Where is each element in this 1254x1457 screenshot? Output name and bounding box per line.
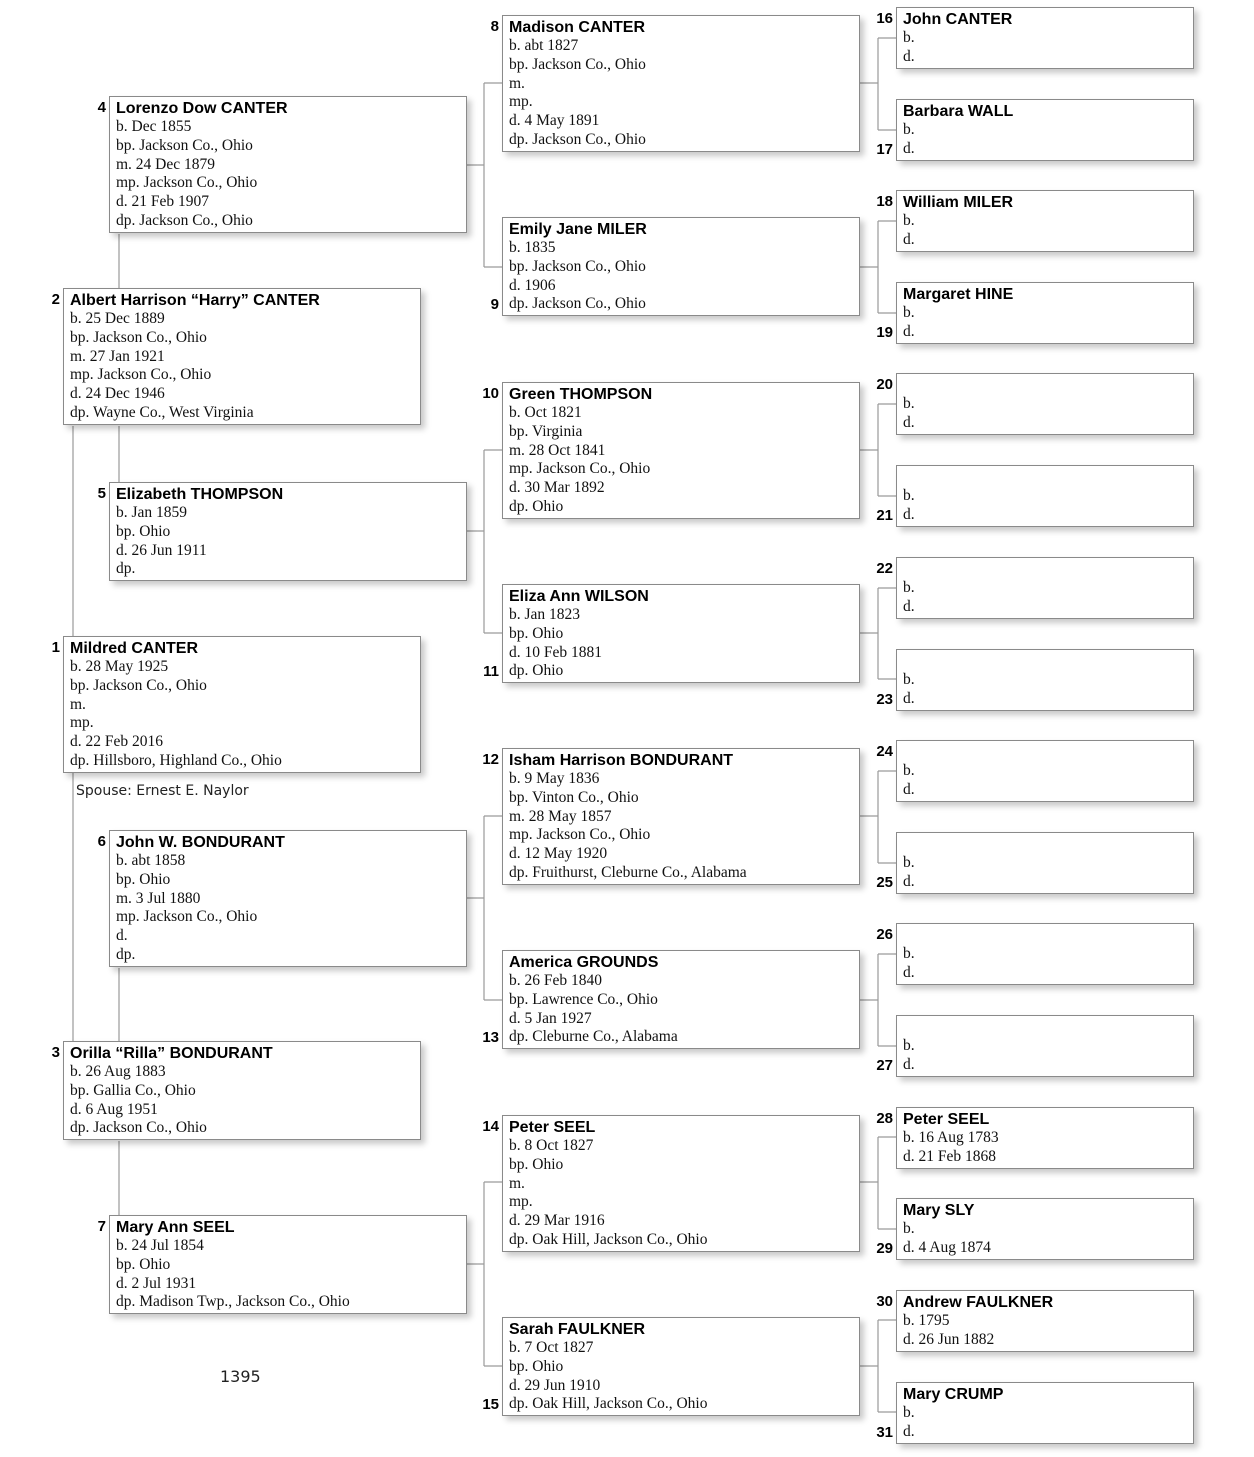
fact-line: d.: [903, 505, 915, 523]
fact-line: bp. Lawrence Co., Ohio: [509, 990, 658, 1008]
fact-line: b.: [903, 671, 915, 688]
person-facts: [903, 212, 1187, 250]
person-facts: [903, 945, 1187, 983]
fact-line: d. 24 Dec 1946: [70, 385, 165, 403]
fact-line: bp. Ohio: [116, 870, 171, 888]
fact-line: bp. Jackson Co., Ohio: [116, 136, 253, 154]
ahnentafel-number: 13: [482, 1029, 499, 1046]
person-facts: [903, 395, 1187, 433]
person-facts: [903, 121, 1187, 159]
fact-line: b. 26 Feb 1840: [509, 972, 602, 989]
fact-line: d. 2 Jul 1931: [116, 1274, 197, 1292]
person-facts: [903, 854, 1187, 892]
ahnentafel-number: 10: [482, 385, 499, 402]
person-facts: [70, 1063, 414, 1138]
person-box-2: [63, 288, 421, 425]
person-box-10: [502, 382, 860, 519]
fact-line: b. Jan 1823: [509, 606, 581, 623]
fact-line: b. 9 May 1836: [509, 770, 600, 787]
fact-line: d. 5 Jan 1927: [509, 1009, 592, 1027]
fact-line: bp. Ohio: [116, 522, 171, 540]
fact-line: dp. Wayne Co., West Virginia: [70, 403, 254, 421]
person-name: Elizabeth THOMPSON: [116, 486, 284, 503]
person-box-13: [502, 950, 860, 1049]
ahnentafel-number: 27: [876, 1057, 893, 1074]
ahnentafel-number: 30: [876, 1293, 893, 1310]
person-box-19: [896, 282, 1194, 344]
fact-line: d. 21 Feb 1868: [903, 1147, 996, 1165]
fact-line: d.: [903, 872, 915, 890]
fact-line: d.: [903, 413, 915, 431]
ahnentafel-number: 5: [97, 485, 106, 502]
person-facts: [903, 304, 1187, 342]
person-box-27: [896, 1015, 1194, 1077]
person-facts: [903, 579, 1187, 617]
fact-line: mp. Jackson Co., Ohio: [116, 908, 258, 926]
fact-line: mp.: [509, 1193, 533, 1211]
fact-line: bp. Virginia: [509, 422, 583, 440]
fact-line: b.: [903, 121, 915, 138]
person-box-15: [502, 1317, 860, 1416]
fact-line: mp.: [70, 714, 94, 732]
person-name: Mary CRUMP: [903, 1386, 1004, 1403]
person-facts: [903, 1404, 1187, 1442]
ahnentafel-number: 16: [876, 10, 893, 27]
person-box-12: [502, 748, 860, 885]
fact-line: d. 30 Mar 1892: [509, 479, 605, 497]
person-box-4: [109, 96, 467, 233]
fact-line: b. 1835: [509, 239, 556, 256]
fact-line: m. 3 Jul 1880: [116, 889, 201, 907]
fact-line: b.: [903, 487, 915, 504]
person-name: William MILER: [903, 194, 1014, 211]
person-box-21: [896, 465, 1194, 527]
fact-line: dp. Ohio: [509, 497, 564, 515]
fact-line: d.: [903, 139, 915, 157]
person-box-3: [63, 1041, 421, 1140]
fact-line: b. 26 Aug 1883: [70, 1063, 166, 1080]
page-number: 1395: [220, 1367, 261, 1386]
person-box-29: [896, 1198, 1194, 1260]
fact-line: d. 1906: [509, 276, 556, 294]
fact-line: b. Oct 1821: [509, 404, 582, 421]
person-box-20: [896, 373, 1194, 435]
fact-line: b.: [903, 1220, 915, 1237]
fact-line: bp. Jackson Co., Ohio: [509, 55, 646, 73]
ahnentafel-number: 20: [876, 376, 893, 393]
person-name: America GROUNDS: [509, 954, 659, 971]
fact-line: d.: [903, 689, 915, 707]
ahnentafel-number: 7: [97, 1218, 106, 1235]
ahnentafel-number: 9: [490, 296, 499, 313]
person-box-31: [896, 1382, 1194, 1444]
fact-line: b.: [903, 945, 915, 962]
person-name: John CANTER: [903, 11, 1013, 28]
fact-line: dp. Hillsboro, Highland Co., Ohio: [70, 751, 282, 769]
person-facts: [509, 606, 853, 681]
person-name: Green THOMPSON: [509, 386, 653, 403]
fact-line: b. 25 Dec 1889: [70, 310, 165, 327]
ahnentafel-number: 28: [876, 1110, 893, 1127]
person-box-8: [502, 15, 860, 152]
fact-line: d.: [903, 1055, 915, 1073]
person-facts: [116, 1237, 460, 1312]
fact-line: d.: [903, 230, 915, 248]
ahnentafel-number: 24: [876, 743, 893, 760]
fact-line: b. abt 1827: [509, 37, 579, 54]
fact-line: dp. Madison Twp., Jackson Co., Ohio: [116, 1293, 350, 1311]
fact-line: dp. Ohio: [509, 662, 564, 680]
fact-line: b.: [903, 29, 915, 46]
person-facts: [903, 762, 1187, 800]
fact-line: d.: [903, 47, 915, 65]
person-name: Mildred CANTER: [70, 640, 198, 657]
ahnentafel-number: 18: [876, 193, 893, 210]
person-box-30: [896, 1290, 1194, 1352]
person-box-16: [896, 7, 1194, 69]
fact-line: dp.: [116, 560, 136, 578]
person-box-18: [896, 190, 1194, 252]
fact-line: d.: [903, 780, 915, 798]
ahnentafel-number: 2: [51, 291, 60, 308]
person-facts: [903, 1037, 1187, 1075]
ahnentafel-number: 6: [97, 833, 106, 850]
fact-line: b. 16 Aug 1783: [903, 1129, 999, 1146]
fact-line: d. 4 Aug 1874: [903, 1238, 991, 1256]
person-box-23: [896, 649, 1194, 711]
fact-line: m. 24 Dec 1879: [116, 155, 216, 173]
person-facts: [903, 671, 1187, 709]
ahnentafel-number: 1: [51, 639, 60, 656]
person-box-14: [502, 1115, 860, 1252]
person-box-26: [896, 923, 1194, 985]
person-facts: [509, 770, 853, 883]
person-facts: [509, 37, 853, 150]
fact-line: d.: [903, 1422, 915, 1440]
fact-line: bp. Jackson Co., Ohio: [509, 257, 646, 275]
person-box-5: [109, 482, 467, 581]
fact-line: d.: [116, 927, 128, 945]
fact-line: mp. Jackson Co., Ohio: [116, 174, 258, 192]
fact-line: dp.: [116, 945, 136, 963]
person-name: Andrew FAULKNER: [903, 1294, 1054, 1311]
ahnentafel-number: 4: [97, 99, 106, 116]
person-facts: [903, 487, 1187, 525]
person-box-9: [502, 217, 860, 316]
person-name: Lorenzo Dow CANTER: [116, 100, 288, 117]
fact-line: b.: [903, 854, 915, 871]
fact-line: b. 7 Oct 1827: [509, 1339, 594, 1356]
fact-line: dp. Jackson Co., Ohio: [116, 211, 253, 229]
ahnentafel-number: 21: [876, 507, 893, 524]
person-name: Madison CANTER: [509, 19, 645, 36]
fact-line: d. 26 Jun 1911: [116, 541, 207, 559]
person-name: Emily Jane MILER: [509, 221, 647, 238]
fact-line: d.: [903, 597, 915, 615]
person-facts: [903, 29, 1187, 67]
fact-line: bp. Ohio: [509, 624, 564, 642]
person-facts: [70, 658, 414, 771]
fact-line: m.: [509, 1174, 525, 1192]
person-facts: [903, 1129, 1187, 1167]
fact-line: bp. Vinton Co., Ohio: [509, 788, 639, 806]
fact-line: b. Dec 1855: [116, 118, 192, 135]
fact-line: d. 10 Feb 1881: [509, 643, 602, 661]
fact-line: b.: [903, 579, 915, 596]
fact-line: dp. Jackson Co., Ohio: [70, 1119, 207, 1137]
fact-line: dp. Cleburne Co., Alabama: [509, 1028, 678, 1046]
fact-line: d. 22 Feb 2016: [70, 733, 163, 751]
fact-line: b. 28 May 1925: [70, 658, 169, 675]
fact-line: d. 4 May 1891: [509, 112, 600, 130]
person-box-1: [63, 636, 421, 773]
ahnentafel-number: 22: [876, 560, 893, 577]
person-box-25: [896, 832, 1194, 894]
spouse-label: Spouse: Ernest E. Naylor: [76, 783, 249, 799]
person-facts: [509, 972, 853, 1047]
person-facts: [509, 239, 853, 314]
person-facts: [70, 310, 414, 423]
person-name: Orilla “Rilla” BONDURANT: [70, 1045, 273, 1062]
fact-line: b.: [903, 762, 915, 779]
fact-line: mp.: [509, 93, 533, 111]
person-name: Peter SEEL: [509, 1119, 596, 1136]
ahnentafel-number: 29: [876, 1240, 893, 1257]
fact-line: b.: [903, 1037, 915, 1054]
fact-line: d. 21 Feb 1907: [116, 193, 209, 211]
fact-line: d. 6 Aug 1951: [70, 1100, 158, 1118]
person-name: Sarah FAULKNER: [509, 1321, 646, 1338]
ahnentafel-number: 8: [490, 18, 499, 35]
person-facts: [903, 1312, 1187, 1350]
fact-line: b. 8 Oct 1827: [509, 1137, 594, 1154]
fact-line: m.: [509, 74, 525, 92]
fact-line: mp. Jackson Co., Ohio: [509, 460, 651, 478]
fact-line: bp. Gallia Co., Ohio: [70, 1081, 196, 1099]
fact-line: m. 28 Oct 1841: [509, 441, 606, 459]
person-name: Margaret HINE: [903, 286, 1014, 303]
fact-line: dp. Oak Hill, Jackson Co., Ohio: [509, 1230, 708, 1248]
person-facts: [509, 404, 853, 517]
ahnentafel-number: 17: [876, 141, 893, 158]
fact-line: b.: [903, 304, 915, 321]
fact-line: mp. Jackson Co., Ohio: [70, 366, 212, 384]
person-name: Albert Harrison “Harry” CANTER: [70, 292, 320, 309]
fact-line: dp. Jackson Co., Ohio: [509, 295, 646, 313]
ahnentafel-number: 12: [482, 751, 499, 768]
person-name: Eliza Ann WILSON: [509, 588, 649, 605]
person-facts: [116, 852, 460, 965]
fact-line: b.: [903, 395, 915, 412]
fact-line: b. Jan 1859: [116, 504, 188, 521]
person-name: Mary Ann SEEL: [116, 1219, 235, 1236]
fact-line: b.: [903, 212, 915, 229]
fact-line: b.: [903, 1404, 915, 1421]
fact-line: bp. Jackson Co., Ohio: [70, 676, 207, 694]
person-box-22: [896, 557, 1194, 619]
person-box-6: [109, 830, 467, 967]
fact-line: bp. Ohio: [509, 1155, 564, 1173]
fact-line: b. abt 1858: [116, 852, 186, 869]
fact-line: d.: [903, 322, 915, 340]
person-name: Mary SLY: [903, 1202, 975, 1219]
fact-line: bp. Jackson Co., Ohio: [70, 328, 207, 346]
person-facts: [509, 1339, 853, 1414]
fact-line: b. 1795: [903, 1312, 950, 1329]
ahnentafel-number: 11: [483, 663, 499, 680]
person-box-11: [502, 584, 860, 683]
fact-line: dp. Jackson Co., Ohio: [509, 130, 646, 148]
person-name: Isham Harrison BONDURANT: [509, 752, 734, 769]
fact-line: d. 29 Jun 1910: [509, 1376, 601, 1394]
fact-line: m. 28 May 1857: [509, 807, 612, 825]
person-facts: [509, 1137, 853, 1250]
ahnentafel-number: 3: [51, 1044, 60, 1061]
ahnentafel-number: 23: [876, 691, 893, 708]
fact-line: b. 24 Jul 1854: [116, 1237, 204, 1254]
person-facts: [903, 1220, 1187, 1258]
person-box-17: [896, 99, 1194, 161]
person-box-24: [896, 740, 1194, 802]
fact-line: bp. Ohio: [509, 1357, 564, 1375]
fact-line: dp. Fruithurst, Cleburne Co., Alabama: [509, 863, 747, 881]
fact-line: d.: [903, 963, 915, 981]
ahnentafel-number: 31: [876, 1424, 893, 1441]
person-name: Barbara WALL: [903, 103, 1014, 120]
person-box-28: [896, 1107, 1194, 1169]
fact-line: bp. Ohio: [116, 1255, 171, 1273]
fact-line: m. 27 Jan 1921: [70, 347, 165, 365]
fact-line: dp. Oak Hill, Jackson Co., Ohio: [509, 1395, 708, 1413]
fact-line: mp. Jackson Co., Ohio: [509, 826, 651, 844]
fact-line: d. 12 May 1920: [509, 845, 608, 863]
ahnentafel-number: 26: [876, 926, 893, 943]
ahnentafel-number: 19: [876, 324, 893, 341]
person-box-7: [109, 1215, 467, 1314]
fact-line: d. 29 Mar 1916: [509, 1212, 605, 1230]
person-facts: [116, 504, 460, 579]
ahnentafel-number: 15: [482, 1396, 499, 1413]
person-name: Peter SEEL: [903, 1111, 990, 1128]
ahnentafel-number: 25: [876, 874, 893, 891]
ahnentafel-number: 14: [482, 1118, 499, 1135]
person-facts: [116, 118, 460, 231]
person-name: John W. BONDURANT: [116, 834, 285, 851]
fact-line: m.: [70, 695, 86, 713]
fact-line: d. 26 Jun 1882: [903, 1330, 995, 1348]
